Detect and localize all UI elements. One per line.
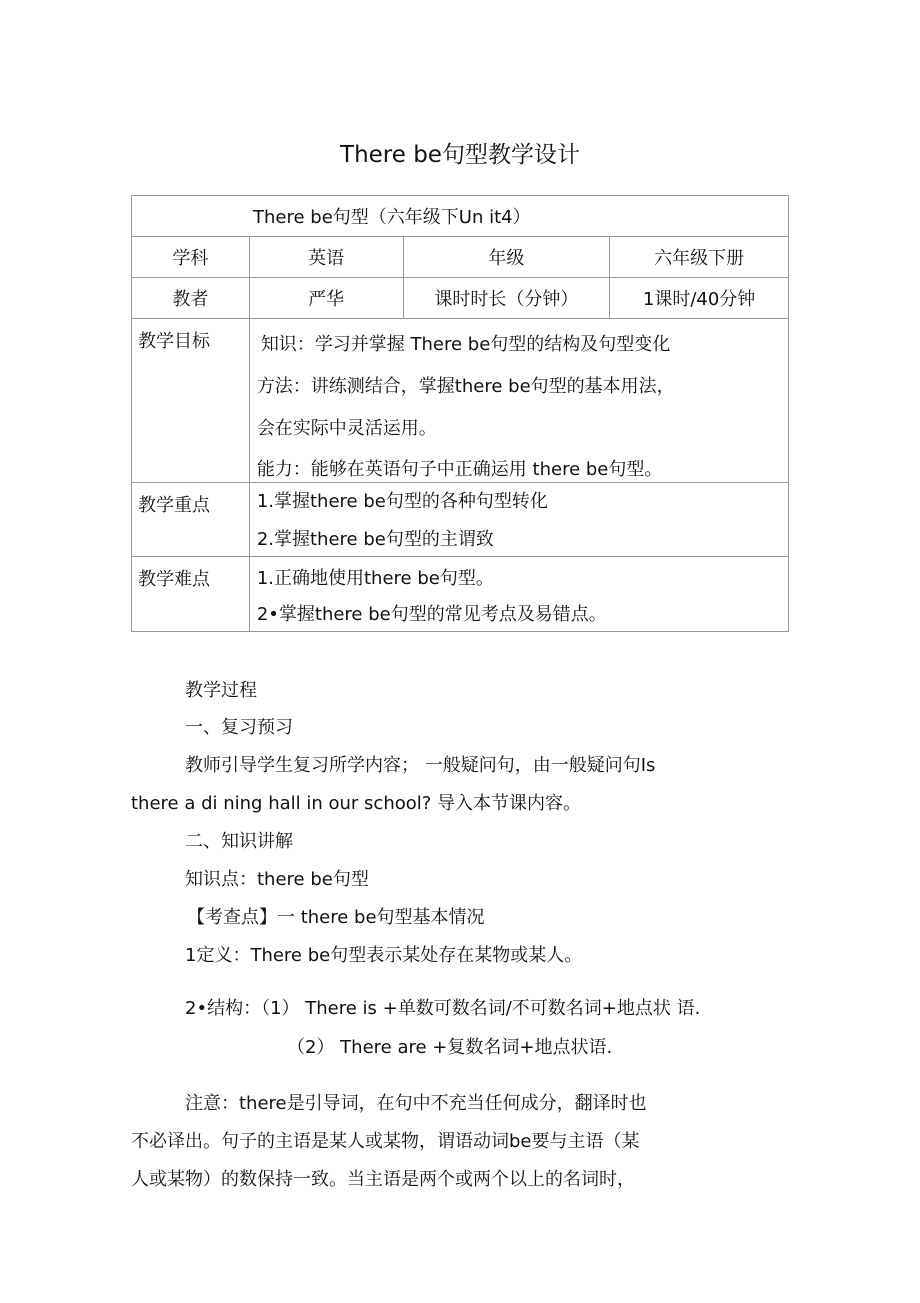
paragraph-line: 注意：there是引导词，在句中不充当任何成分，翻译时也 [185,1093,647,1114]
cell-subject: 英语 [249,237,403,278]
key-points-label: 教学重点 [132,483,250,557]
section-heading: 教学过程 [185,680,257,701]
paragraph-line: 1定义：There be句型表示某处存在某物或某人。 [185,945,583,966]
goal-line: 方法：讲练测结合，掌握there be句型的基本用法， [256,376,675,397]
table-header: There be句型（六年级下Un it4） [132,196,789,237]
paragraph-line: 2•结构：（1） There is +单数可数名词/不可数名词+地点状 语. [185,998,701,1019]
paragraph-line: 教师引导学生复习所学内容； 一般疑问句，由一般疑问句Is [185,755,656,776]
goal-line: 会在实际中灵活运用。 [256,418,437,439]
cell-duration-label: 课时时长（分钟） [403,278,610,319]
goal-line: 能力：能够在英语句子中正确运用 there be句型。 [256,459,663,480]
goal-line: 知识：学习并掌握 There be句型的结构及句型变化 [260,334,671,355]
cell-teacher-label: 教者 [132,278,250,319]
cell-teacher: 严华 [249,278,403,319]
paragraph-line: 知识点：there be句型 [185,869,369,890]
goals-label: 教学目标 [132,319,250,483]
paragraph-line: 人或某物）的数保持一致。当主语是两个或两个以上的名词时， [131,1169,635,1190]
paragraph-line: 【考查点】一 there be句型基本情况 [187,907,485,928]
section-heading: 二、知识讲解 [185,831,293,852]
difficulty-line: 1.正确地使用there be句型。 [256,568,494,589]
cell-subject-label: 学科 [132,237,250,278]
key-point-line: 2.掌握there be句型的主谓致 [256,529,494,550]
paragraph-line: there a di ning hall in our school? 导入本节课内容。 [131,793,582,814]
cell-grade: 六年级下册 [610,237,789,278]
lesson-info-table [131,195,789,632]
paragraph-line: （2） There are +复数名词+地点状语. [287,1037,613,1058]
section-heading: 一、复习预习 [185,717,293,738]
paragraph-line: 不必译出。句子的主语是某人或某物，谓语动词be要与主语（某 [131,1131,640,1152]
difficulties-label: 教学难点 [132,557,250,632]
cell-duration: 1课时/40分钟 [610,278,789,319]
document-title: There be句型教学设计 [340,142,580,168]
cell-grade-label: 年级 [403,237,610,278]
key-point-line: 1.掌握there be句型的各种句型转化 [256,491,548,512]
difficulty-line: 2•掌握there be句型的常见考点及易错点。 [256,604,607,625]
